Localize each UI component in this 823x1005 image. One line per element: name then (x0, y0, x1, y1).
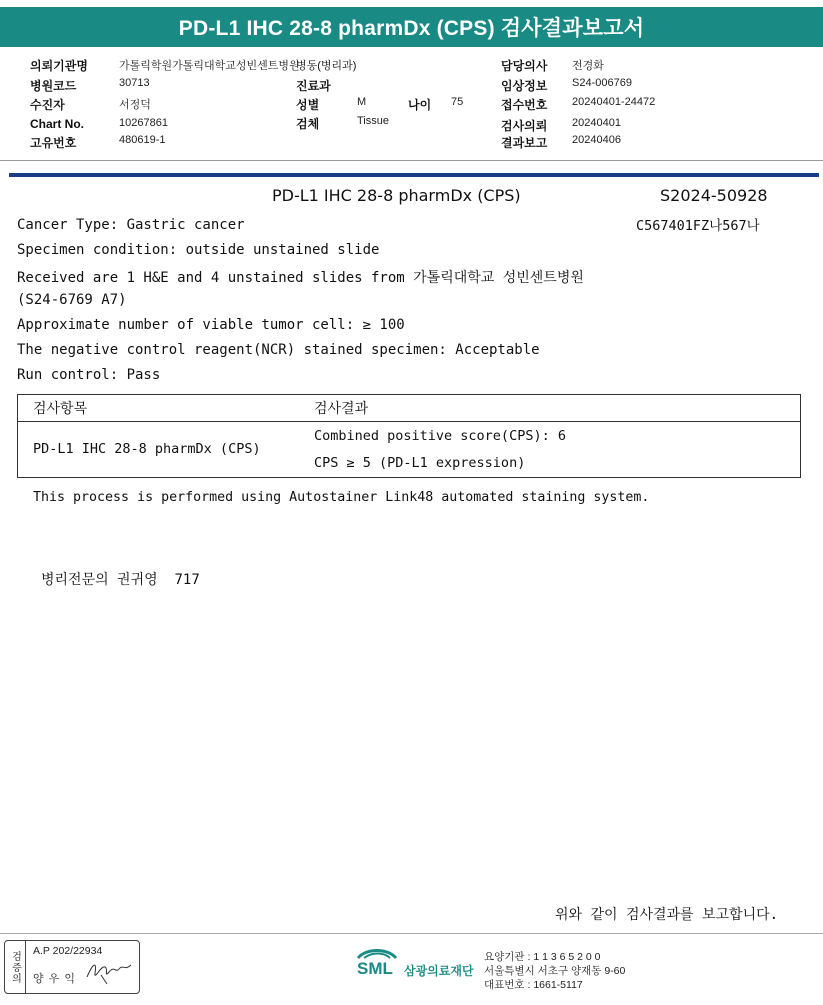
report-title: PD-L1 IHC 28-8 pharmDx (CPS) 검사결과보고서 (0, 7, 823, 47)
org-name: 삼광의료재단 (404, 964, 474, 978)
tumor-cell-line: Approximate number of viable tumor cell: ≥ 100 (17, 317, 405, 333)
closing-statement: 위와 같이 검사결과를 보고합니다. (555, 907, 779, 923)
run-control-line: Run control: Pass (17, 367, 161, 383)
institution-code: 요양기관 : 1 1 3 6 5 2 0 0 (484, 951, 601, 963)
column-header-item: 검사항목 (33, 401, 88, 417)
cancer-type-line: Cancer Type: Gastric cancer (17, 217, 245, 233)
result-table-header (18, 395, 800, 422)
cps-score: Combined positive score(CPS): 6 (314, 428, 566, 444)
doctor-label: 담당의사 (501, 59, 548, 73)
age-label: 나이 (408, 98, 432, 112)
specimen-value: Tissue (357, 115, 389, 127)
hospital-code-value: 30713 (119, 77, 150, 89)
clinical-info-value: S24-006769 (572, 77, 632, 89)
sml-logo-icon (354, 946, 400, 986)
sex-label: 성별 (296, 98, 320, 112)
report-date-label: 결과보고 (501, 136, 548, 150)
section-rule (9, 173, 819, 177)
handwritten-signature (83, 955, 135, 987)
hospital-code-label: 병원코드 (30, 79, 77, 93)
receipt-no-label: 접수번호 (501, 98, 548, 112)
report-number: S2024-50928 (660, 186, 768, 205)
clinical-info-label: 임상정보 (501, 79, 548, 93)
receipt-no-value: 20240401-24472 (572, 96, 656, 108)
ncr-line: The negative control reagent(NCR) stained specimen: Acceptable (17, 342, 540, 358)
request-date-value: 20240401 (572, 117, 621, 129)
request-date-label: 검사의뢰 (501, 119, 548, 133)
cps-interpretation: CPS ≥ 5 (PD-L1 expression) (314, 455, 526, 471)
patient-label: 수진자 (30, 98, 65, 112)
received-line: Received are 1 H&E and 4 unstained slides from 가톨릭대학교 성빈센트병원 (17, 270, 584, 286)
verifier-name: 양 우 익 (33, 973, 76, 985)
verifier-label: 검증의 (5, 941, 26, 993)
logo-text: SML (357, 959, 393, 978)
org-address: 서울특별시 서초구 양재동 9-60 (484, 965, 626, 977)
org-phone: 대표번호 : 1661-5117 (484, 979, 583, 991)
unique-id-value: 480619-1 (119, 134, 166, 146)
column-header-result: 검사결과 (314, 401, 369, 417)
unique-id-label: 고유번호 (30, 136, 77, 150)
process-note: This process is performed using Autostainer Link48 automated staining system. (33, 490, 650, 505)
specimen-condition-line: Specimen condition: outside unstained slide (17, 242, 380, 258)
sex-value: M (357, 96, 367, 108)
specimen-code: C567401FZ나567나 (636, 218, 760, 234)
pathologist-signature: 병리전문의 권귀영 717 (41, 572, 200, 588)
verifier-stamp (4, 940, 140, 994)
test-name-heading: PD-L1 IHC 28-8 pharmDx (CPS) (272, 186, 521, 205)
ward-label: 병동(병리과) (296, 60, 357, 72)
result-table (17, 394, 801, 478)
doctor-value: 전경화 (572, 60, 604, 72)
chart-no-value: 10267861 (119, 117, 168, 129)
test-item-cell: PD-L1 IHC 28-8 pharmDx (CPS) (33, 441, 261, 457)
verifier-license: A.P 202/22934 (33, 945, 103, 957)
slide-id-line: (S24-6769 A7) (17, 292, 127, 308)
age-value: 75 (451, 96, 464, 108)
header-divider (0, 160, 823, 161)
patient-value: 서정덕 (119, 99, 151, 111)
hospital-name-label: 의뢰기관명 (30, 59, 88, 73)
specimen-label: 검체 (296, 117, 320, 131)
dept-label: 진료과 (296, 79, 331, 93)
footer-divider (0, 933, 823, 934)
hospital-name-value: 가톨릭학원가톨릭대학교성빈센트병원 (119, 60, 300, 72)
report-date-value: 20240406 (572, 134, 621, 146)
chart-no-label: Chart No. (30, 117, 84, 131)
